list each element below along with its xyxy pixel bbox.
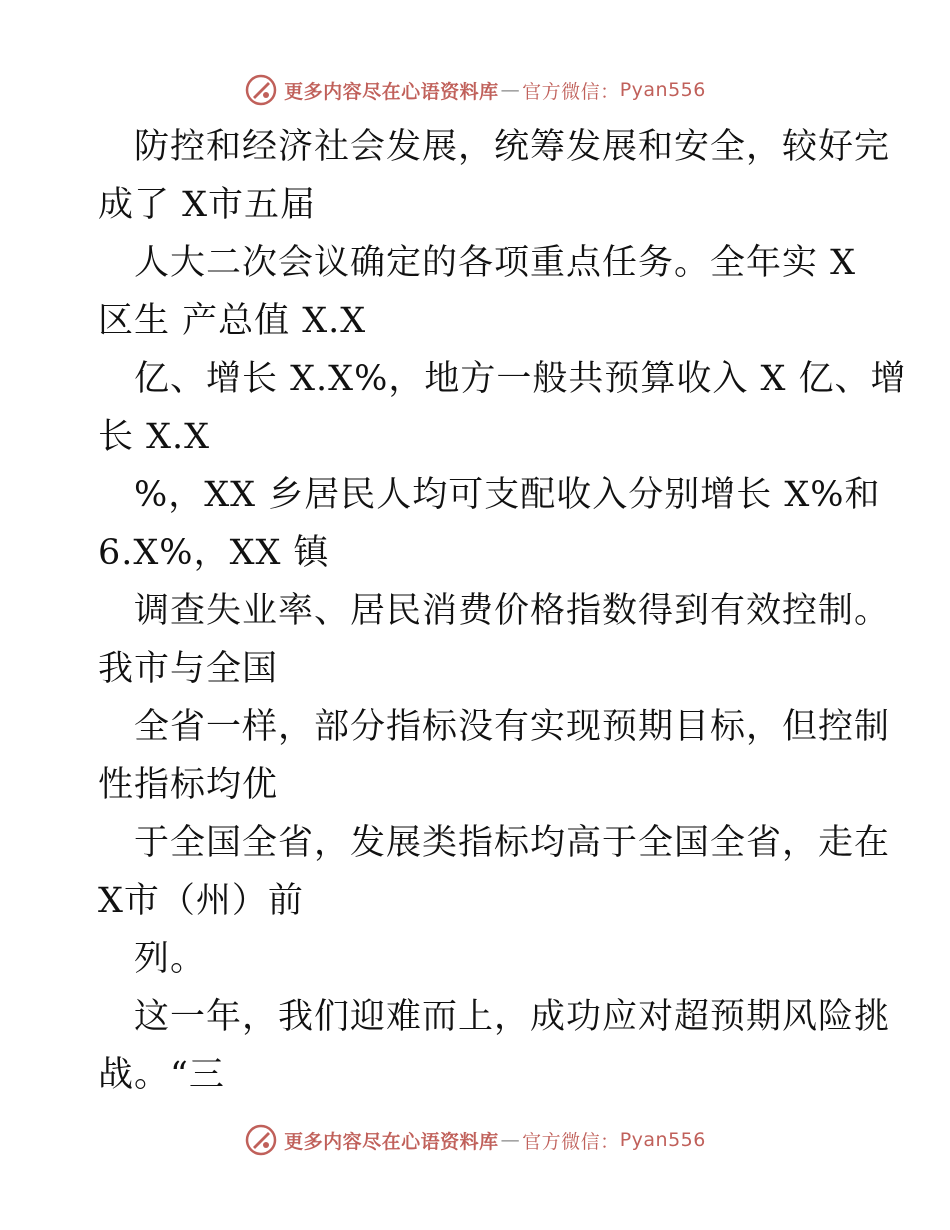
watermark-wechat-label: 官方微信： xyxy=(522,1130,620,1153)
text-line: 我市与全国 xyxy=(98,649,279,689)
text-line: 亿、增长 X.X%，地方一般共预算收入 X 亿、增 xyxy=(134,359,907,399)
watermark-separator: — xyxy=(500,1129,521,1151)
watermark-wechat-id: Pyan556 xyxy=(619,1129,706,1151)
text-line: 这一年，我们迎难而上，成功应对超预期风险挑 xyxy=(134,997,891,1037)
text-line: 战。“三 xyxy=(98,1055,225,1095)
text-line: 6.X%，XX 镇 xyxy=(98,533,330,573)
quill-seal-icon xyxy=(244,1123,278,1157)
text-line: 人大二次会议确定的各项重点任务。全年实 X xyxy=(134,243,857,283)
text-line: 于全国全省，发展类指标均高于全国全省，走在 xyxy=(134,823,891,863)
text-line: 调查失业率、居民消费价格指数得到有效控制。 xyxy=(134,591,891,631)
watermark-wechat-id: Pyan556 xyxy=(619,79,706,101)
watermark-wechat-label: 官方微信： xyxy=(522,80,620,103)
watermark-separator: — xyxy=(500,79,521,101)
text-line: %，XX 乡居民人均可支配收入分别增长 X%和 xyxy=(134,475,881,515)
text-line: 性指标均优 xyxy=(98,765,279,805)
footer-watermark xyxy=(0,1120,950,1160)
text-line: 长 X.X xyxy=(98,417,211,457)
text-line: 成了 X市五届 xyxy=(98,185,317,225)
quill-seal-icon xyxy=(244,73,278,107)
text-line: X市（州）前 xyxy=(98,881,304,921)
watermark-brand: 更多内容尽在心语资料库 xyxy=(284,1130,499,1153)
text-line: 全省一样，部分指标没有实现预期目标，但控制 xyxy=(134,707,891,747)
header-watermark xyxy=(0,70,950,110)
watermark-brand: 更多内容尽在心语资料库 xyxy=(284,80,499,103)
text-line: 列。 xyxy=(134,939,207,979)
text-line: 区生 产总值 X.X xyxy=(98,301,367,341)
document-body xyxy=(98,118,907,1104)
text-line: 防控和经济社会发展，统筹发展和安全，较好完 xyxy=(134,127,891,167)
